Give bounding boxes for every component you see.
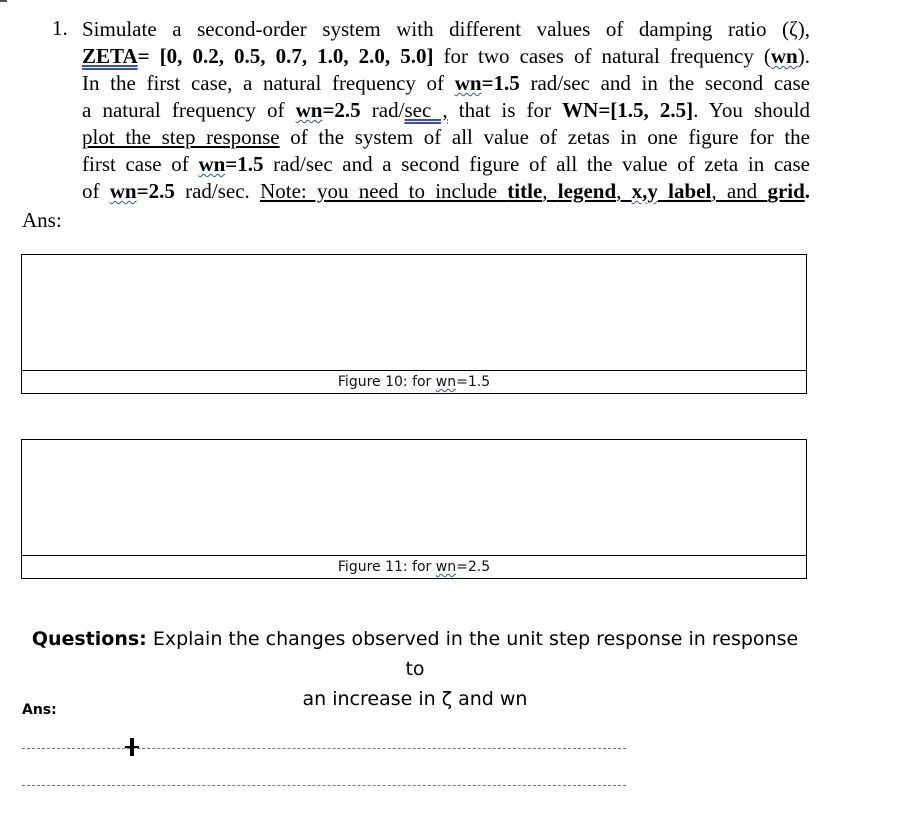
- figure-11-box: [21, 439, 807, 579]
- wn-term: wn: [109, 179, 137, 203]
- WN-values: WN=[1.5, 2.5]: [562, 98, 694, 122]
- figure-11-caption: [22, 556, 806, 578]
- plot-step-response-phrase: plot the step response: [82, 125, 280, 149]
- question-line-2-tail: for two cases of natural frequency (: [433, 44, 771, 68]
- question-line-1: [82, 16, 810, 43]
- wn-value-2: =2.5: [136, 179, 175, 203]
- note-end: .: [804, 179, 811, 203]
- answer-line-1[interactable]: [22, 748, 626, 749]
- figure-11-caption-prefix: Figure 11: for: [337, 559, 436, 575]
- question-line-2: [82, 43, 810, 70]
- wn-value-1: =1.5: [225, 152, 264, 176]
- figure-10-box: [21, 254, 807, 394]
- zeta-label: ZETA: [82, 44, 138, 68]
- question-line-6-b: rad/sec and a second figure of all the value of zeta in case: [263, 152, 810, 176]
- questions-line-1: [20, 624, 810, 684]
- question-line-2-end: ).: [797, 44, 810, 68]
- question-line-5-rest: of the system of all value of zetas in one figure for the: [279, 125, 810, 149]
- figure-11-caption-wn: wn: [435, 559, 457, 575]
- question-line-3-a: In the first case, a natural frequency of: [82, 71, 455, 95]
- wn-value-1: =1.5: [481, 71, 520, 95]
- wn-term: wn: [295, 98, 323, 122]
- figure-11-caption-value: =2.5: [456, 559, 491, 575]
- note-sep: ,: [616, 179, 632, 203]
- text-cursor: [130, 738, 134, 756]
- wn-term: wn: [198, 152, 226, 176]
- wn-term: wn: [454, 71, 482, 95]
- questions-label: Questions:: [31, 628, 147, 650]
- question-line-3: [82, 70, 810, 97]
- question-line-7-b: rad/sec.: [174, 179, 261, 203]
- figure-10-placeholder[interactable]: [22, 255, 806, 371]
- question-line-3-b: rad/sec and in the second case: [519, 71, 810, 95]
- question-text: [82, 16, 810, 205]
- figure-10-caption-prefix: Figure 10: for: [337, 374, 436, 390]
- wn-value-2: =2.5: [322, 98, 361, 122]
- questions-section: [20, 624, 810, 714]
- figure-10-caption-value: =1.5: [456, 374, 491, 390]
- question-line-4: [82, 97, 810, 124]
- figure-10-caption: [22, 371, 806, 393]
- question-number: 1.: [52, 16, 68, 40]
- question-line-5: [82, 124, 810, 151]
- question-line-6: [82, 151, 810, 178]
- question-line-6-a: first case of: [82, 152, 199, 176]
- figure-11-placeholder[interactable]: [22, 440, 806, 556]
- question-line-4-d: . You should: [693, 98, 810, 122]
- note-grid: grid: [767, 179, 805, 203]
- sec-term: sec ,: [404, 98, 448, 122]
- question-line-1-text: Simulate a second-order system with different values of damping ratio (ζ),: [82, 17, 810, 41]
- questions-text-1: Explain the changes observed in the unit step response in response to: [146, 628, 799, 680]
- note-sep: , and: [711, 179, 768, 203]
- note-xy: x,y: [631, 179, 658, 203]
- note-title: title: [507, 179, 543, 203]
- questions-text-2: an increase in ζ and wn: [302, 688, 528, 710]
- page-corner-mark: [0, 0, 7, 2]
- answer-line-2[interactable]: [22, 785, 626, 786]
- question-line-7: [82, 178, 810, 205]
- question-line-4-c: that is for: [447, 98, 563, 122]
- note-label: label: [657, 179, 712, 203]
- question-line-4-b: rad/: [360, 98, 405, 122]
- note-legend: legend: [557, 179, 617, 203]
- note-sep: ,: [542, 179, 558, 203]
- zeta-values: = [0, 0.2, 0.5, 0.7, 1.0, 2.0, 5.0]: [137, 44, 434, 68]
- wn-term: wn: [770, 44, 798, 68]
- answer-label: Ans:: [22, 208, 62, 232]
- answer-2-label: Ans:: [22, 702, 57, 718]
- note-text: Note: you need to include: [260, 179, 508, 203]
- question-line-4-a: a natural frequency of: [82, 98, 296, 122]
- figure-10-caption-wn: wn: [435, 374, 457, 390]
- question-line-7-a: of: [82, 179, 110, 203]
